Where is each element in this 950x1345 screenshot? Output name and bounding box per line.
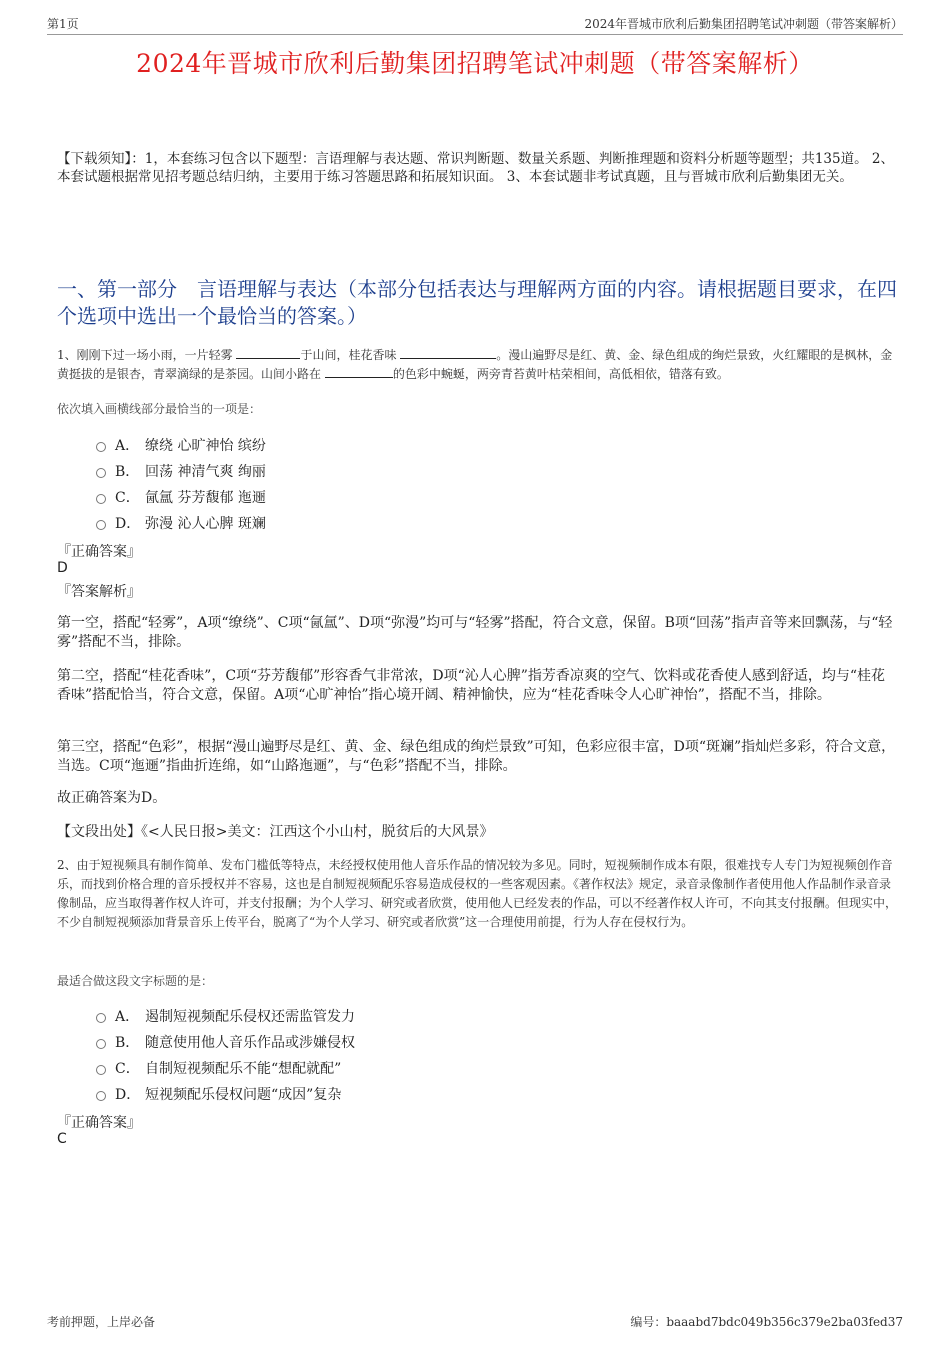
blank-3 — [325, 365, 393, 378]
option-d[interactable]: D． 弥漫 沁人心脾 斑斓 — [96, 510, 266, 536]
option-c[interactable]: C． 自制短视频配乐不能“想配就配” — [96, 1055, 355, 1081]
radio-icon[interactable] — [96, 1039, 106, 1049]
answer-label: 『正确答案』 — [57, 1115, 141, 1131]
analysis-paragraph: 第一空，搭配“轻雾”，A项“缭绕”、C项“氤氲”、D项“弥漫”均可与“轻雾”搭配，符合文意，保留。B项“回荡”指声音等来回飘荡，与“轻雾”搭配不当，排除。 — [57, 615, 893, 650]
analysis-label: 『答案解析』 — [57, 584, 141, 600]
radio-icon[interactable] — [96, 1065, 106, 1075]
radio-icon[interactable] — [96, 494, 106, 504]
blank-1 — [236, 346, 300, 359]
question-2-options — [96, 1003, 355, 1107]
option-b[interactable]: B． 随意使用他人音乐作品或涉嫌侵权 — [96, 1029, 355, 1055]
answer-value: D — [57, 560, 68, 576]
analysis-paragraph: 第三空，搭配“色彩”，根据“漫山遍野尽是红、黄、金、绿色组成的绚烂景致”可知，色彩应很丰富，D项“斑斓”指灿烂多彩，符合文意，当选。C项“迤逦”指曲折连绵，如“山路迤逦”，与“色彩”搭配不当，排除。 — [57, 739, 896, 774]
page-number: 第1页 — [47, 17, 79, 31]
header-doc-title: 2024年晋城市欣利后勤集团招聘笔试冲刺题（带答案解析） — [584, 17, 903, 31]
footer-doc-id: 编号：baaabd7bdc049b356c379e2ba03fed37 — [630, 1315, 903, 1329]
question-1-text — [57, 346, 899, 384]
option-b[interactable]: B． 回荡 神清气爽 绚丽 — [96, 458, 266, 484]
question-2-prompt: 最适合做这段文字标题的是： — [57, 974, 214, 988]
option-a[interactable]: A． 遏制短视频配乐侵权还需监管发力 — [96, 1003, 355, 1029]
radio-icon[interactable] — [96, 1091, 106, 1101]
download-notice: 【下载须知】：1，本套练习包含以下题型：言语理解与表达题、常识判断题、数量关系题、判断推理题和资料分析题等题型；共135道。 2、本套试题根据常见招考题总结归纳，主要用于练习答题思路和拓展知识面。 3、本套试题非考试真题，且与晋城市欣利后勤集团无关。 — [57, 151, 894, 185]
radio-icon[interactable] — [96, 1013, 106, 1023]
radio-icon[interactable] — [96, 520, 106, 530]
blank-2 — [400, 346, 496, 359]
q1-segment: 于山间，桂花香味 — [300, 348, 401, 362]
analysis-paragraph: 第二空，搭配“桂花香味”，C项“芬芳馥郁”形容香气非常浓，D项“沁人心脾”指芳香凉爽的空气、饮料或花香使人感到舒适，均与“桂花香味”搭配恰当，符合文意，保留。A项“心旷神怡”指心境开阔、精神愉快，应为“桂花香味令人心旷神怡”，搭配不当，排除。 — [57, 668, 886, 703]
answer-value: C — [57, 1131, 67, 1147]
q1-segment: 。漫山遍野尽是红、黄、金、绿色组成的绚烂景致，火红耀眼的是枫林，金黄挺拔的是银杏，青翠滴绿的是茶园。山间小路在 — [57, 348, 893, 381]
analysis-conclusion: 故正确答案为D。 — [57, 790, 167, 806]
radio-icon[interactable] — [96, 442, 106, 452]
question-2-text: 2、由于短视频具有制作简单、发布门槛低等特点，未经授权使用他人音乐作品的情况较为多见。同时，短视频制作成本有限，很难找专人专门为短视频创作音乐，而找到价格合理的音乐授权并不容易，这也是自制短视频配乐容易造成侵权的一些客观因素。《著作权法》规定，录音录像制作者使用他人作品制作录音录像制品，应当取得著作权人许可，并支付报酬；为个人学习、研究或者欣赏，使用他人已经发表的作品，可以不经著作权人许可，不向其支付报酬。但现实中，不少自制短视频添加背景音乐上传平台，脱离了“为个人学习、研究或者欣赏”这一合理使用前提，行为人存在侵权行为。 — [57, 858, 898, 929]
option-d[interactable]: D． 短视频配乐侵权问题“成因”复杂 — [96, 1081, 355, 1107]
question-1-options — [96, 432, 266, 536]
q1-segment: 1、刚刚下过一场小雨，一片轻雾 — [57, 348, 237, 362]
section-title: 一、第一部分 言语理解与表达（本部分包括表达与理解两方面的内容。请根据题目要求，在四个选项中选出一个最恰当的答案。） — [57, 277, 897, 328]
page-footer — [47, 1313, 903, 1330]
document-title: 2024年晋城市欣利后勤集团招聘笔试冲刺题（带答案解析） — [136, 49, 814, 78]
q1-segment: 的色彩中蜿蜒，两旁青苔黄叶枯荣相间，高低相依，错落有致。 — [392, 367, 729, 381]
option-c[interactable]: C． 氤氲 芬芳馥郁 迤逦 — [96, 484, 266, 510]
answer-label: 『正确答案』 — [57, 544, 141, 560]
source-citation: 【文段出处】《<人民日报>美文：江西这个小山村，脱贫后的大风景》 — [57, 824, 494, 840]
footer-slogan: 考前押题，上岸必备 — [47, 1315, 156, 1329]
option-a[interactable]: A． 缭绕 心旷神怡 缤纷 — [96, 432, 266, 458]
radio-icon[interactable] — [96, 468, 106, 478]
question-1-prompt: 依次填入画横线部分最恰当的一项是： — [57, 402, 262, 416]
page-header — [47, 14, 903, 35]
